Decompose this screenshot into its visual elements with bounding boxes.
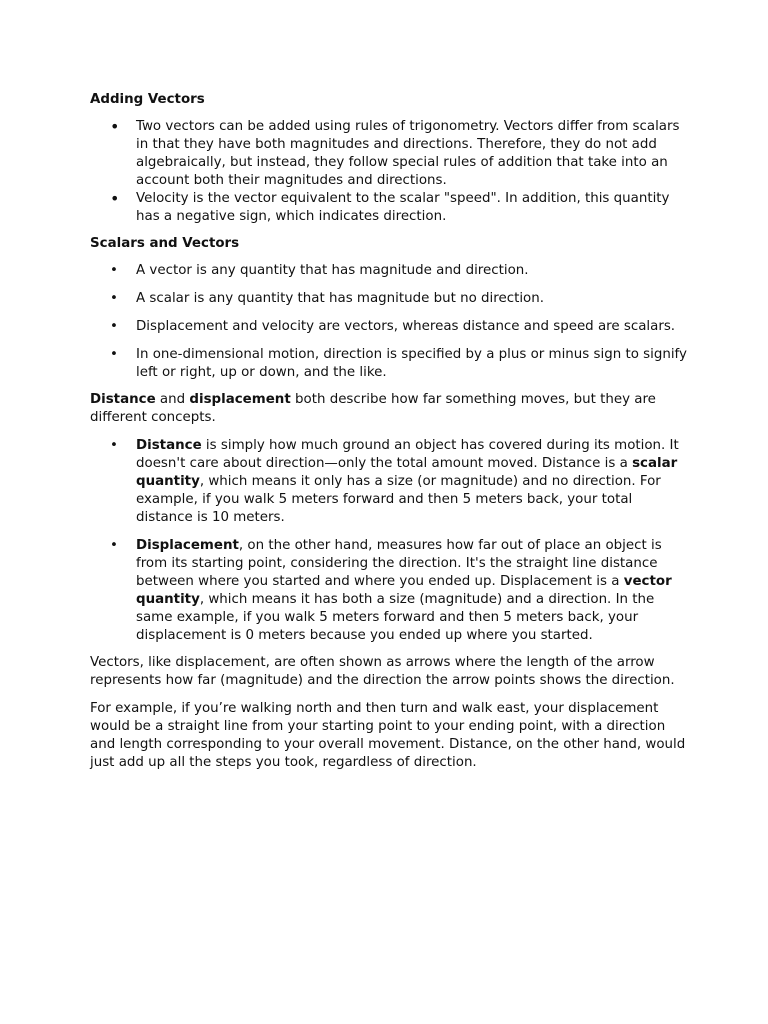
intro-connector: and bbox=[155, 392, 190, 407]
intro-paragraph bbox=[90, 391, 690, 427]
scalar-quantity-bold: scalar quantity bbox=[136, 456, 678, 489]
list-item bbox=[90, 346, 690, 382]
list-item bbox=[90, 190, 690, 226]
list-item bbox=[90, 290, 690, 308]
term-displacement: Displacement bbox=[136, 538, 239, 553]
bullet-icon: • bbox=[110, 347, 118, 362]
document-page bbox=[90, 91, 690, 782]
distance-text-1: is simply how much ground an object has covered during its motion. It doesn't care about direction—only the total amount moved. Distance is a bbox=[136, 438, 679, 471]
list-item-text: Displacement and velocity are vectors, whereas distance and speed are scalars. bbox=[136, 319, 676, 334]
bullet-icon: • bbox=[110, 438, 118, 453]
bullet-icon: • bbox=[110, 291, 118, 306]
list-item-text: A vector is any quantity that has magnitude and direction. bbox=[136, 263, 529, 278]
list-item-distance bbox=[90, 437, 690, 527]
vector-quantity-bold: vector quantity bbox=[136, 574, 672, 607]
bullet-icon: • bbox=[110, 117, 120, 136]
intro-bold-distance: Distance bbox=[90, 392, 156, 407]
list-item-text: Two vectors can be added using rules of trigonometry. Vectors differ from scalars in that they have both magnitudes and directions. Therefore, they do not add algebraically, but instead, they follow special rules of addition that take into an account both their magnitudes and directions. bbox=[136, 119, 680, 188]
list-item-text: In one-dimensional motion, direction is specified by a plus or minus sign to signify left or right, up or down, and the like. bbox=[136, 347, 687, 380]
bullet-icon: • bbox=[110, 538, 118, 553]
displacement-text-2: , which means it has both a size (magnitude) and a direction. In the same example, if you walk 5 meters forward and then 5 meters back, your displacement is 0 meters because you ended up where you started. bbox=[136, 592, 655, 643]
paragraph-vectors-arrows: Vectors, like displacement, are often shown as arrows where the length of the arrow represents how far (magnitude) and the direction the arrow points shows the direction. bbox=[90, 655, 675, 688]
bullet-icon: • bbox=[110, 189, 120, 208]
section-title-adding-vectors: Adding Vectors bbox=[90, 92, 205, 107]
adding-vectors-list bbox=[90, 118, 690, 226]
displacement-text-1: , on the other hand, measures how far out of place an object is from its starting point, considering the direction. It's the straight line distance between where you started and where you ended up. Displacement is a bbox=[136, 538, 662, 589]
list-item-text bbox=[136, 438, 679, 525]
scalars-vectors-list bbox=[90, 262, 690, 382]
list-item bbox=[90, 118, 690, 190]
paragraph-example: For example, if you’re walking north and then turn and walk east, your displacement would be a straight line from your starting point to your ending point, with a direction and length corresponding to your overall movement. Distance, on the other hand, would just add up all the steps you took, regardless of direction. bbox=[90, 701, 686, 770]
intro-rest: both describe how far something moves, but they are different concepts. bbox=[90, 392, 656, 425]
bullet-icon: • bbox=[110, 263, 118, 278]
distance-text-2: , which means it only has a size (or magnitude) and no direction. For example, if you walk 5 meters forward and then 5 meters back, your total distance is 10 meters. bbox=[136, 474, 661, 525]
list-item-text bbox=[136, 538, 672, 643]
list-item-displacement bbox=[90, 537, 690, 645]
list-item-text: Velocity is the vector equivalent to the scalar "speed". In addition, this quantity has a negative sign, which indicates direction. bbox=[136, 191, 670, 224]
list-item bbox=[90, 318, 690, 336]
bullet-icon: • bbox=[110, 319, 118, 334]
term-distance: Distance bbox=[136, 438, 202, 453]
intro-bold-displacement: displacement bbox=[189, 392, 291, 407]
distance-displacement-list bbox=[90, 437, 690, 645]
section-title-scalars-and-vectors: Scalars and Vectors bbox=[90, 236, 240, 251]
list-item bbox=[90, 262, 690, 280]
list-item-text: A scalar is any quantity that has magnitude but no direction. bbox=[136, 291, 544, 306]
